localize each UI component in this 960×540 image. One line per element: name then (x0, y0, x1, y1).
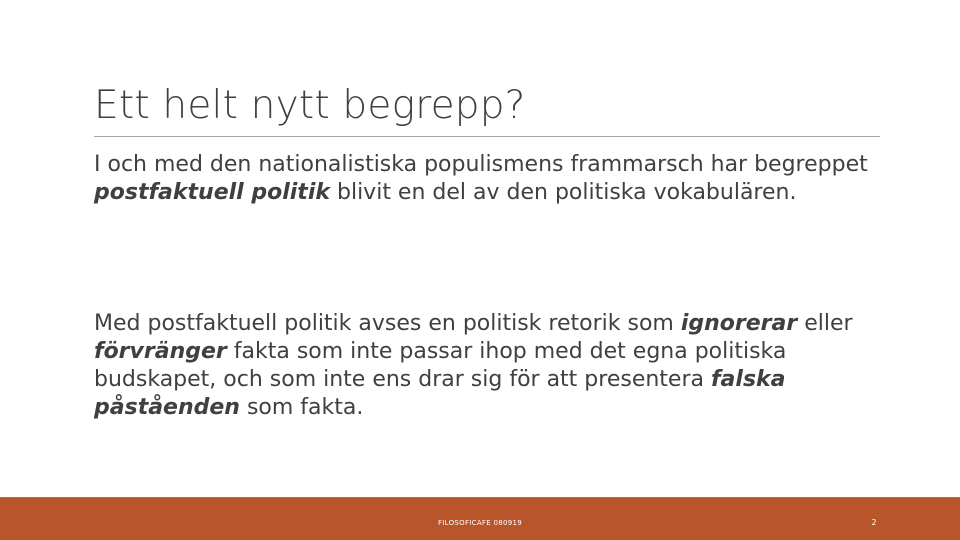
paragraph-1-text-1: I och med den nationalistiska populismens frammarsch har begreppet (94, 152, 868, 177)
body-paragraph-2 (94, 310, 874, 422)
footer-text: FILOSOFICAFE 080919 (437, 519, 523, 527)
page-number: 2 (871, 518, 877, 527)
body-paragraph-1 (94, 151, 874, 207)
paragraph-2-emphasis-2: förvränger (94, 339, 227, 364)
slide-title: Ett helt nytt begrepp? (94, 83, 526, 128)
paragraph-1-text-2: blivit en del av den politiska vokabulären. (330, 180, 797, 205)
paragraph-2-text-2: eller (797, 311, 853, 336)
paragraph-2-text-4: som fakta. (239, 395, 364, 420)
title-divider (94, 136, 880, 137)
paragraph-2-emphasis-3: falska påståenden (94, 367, 786, 420)
paragraph-2-text-1: Med postfaktuell politik avses en politisk retorik som (94, 311, 681, 336)
paragraph-2-emphasis-1: ignorerar (680, 311, 798, 336)
paragraph-1-emphasis-1: postfaktuell politik (94, 180, 330, 205)
paragraph-2-text-3: fakta som inte passar ihop med det egna politiska budskapet, och som inte ens drar sig för att presentera (94, 339, 787, 392)
